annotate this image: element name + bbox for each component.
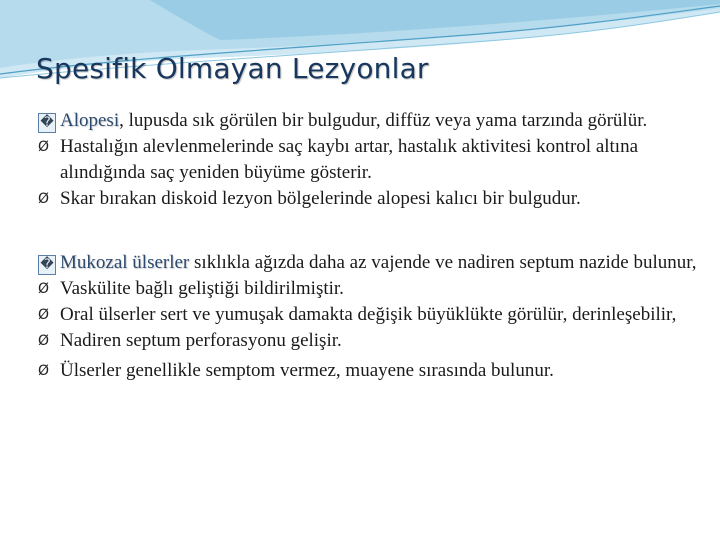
arrow-bullet-icon: Ø: [38, 363, 50, 379]
highlight-term: Mukozal ülserler: [60, 252, 190, 273]
sub-bullet: [38, 358, 708, 384]
bullet-text: Oral ülserler sert ve yumuşak damakta değişik büyüklükte görülür, derinleşebilir,: [60, 304, 677, 325]
sub-bullet: [38, 134, 708, 186]
square-bullet-icon: �: [38, 250, 60, 276]
bullet-text: Nadiren septum perforasyonu gelişir.: [60, 330, 342, 351]
sub-bullet: [38, 186, 708, 212]
bullet-text: Ülserler genellikle semptom vermez, muayene sırasında bulunur.: [60, 360, 554, 381]
square-bullet-icon: �: [38, 108, 60, 134]
page-title: Spesifik Olmayan Lezyonlar: [36, 52, 429, 85]
sub-bullet: [38, 302, 708, 328]
bullet-alopesi: [38, 108, 708, 134]
bullet-text: sıklıkla ağızda daha az vajende ve nadiren septum nazide bulunur,: [189, 252, 697, 273]
highlight-term: Alopesi: [60, 110, 120, 131]
bullet-text: Skar bırakan diskoid lezyon bölgelerinde alopesi kalıcı bir bulgudur.: [60, 188, 581, 209]
bullet-text: Vaskülite bağlı geliştiği bildirilmiştir.: [60, 278, 344, 299]
arrow-bullet-icon: Ø: [38, 191, 50, 207]
bullet-mukozal: [38, 250, 708, 276]
content-body: [38, 108, 708, 384]
sub-bullet: [38, 276, 708, 302]
sub-bullet: [38, 328, 708, 354]
arrow-bullet-icon: Ø: [38, 139, 50, 155]
bullet-text: , lupusda sık görülen bir bulgudur, diffüz veya yama tarzında görülür.: [119, 110, 648, 131]
bullet-text: Hastalığın alevlenmelerinde saç kaybı artar, hastalık aktivitesi kontrol altına alındığında saç yeniden büyüme gösterir.: [60, 136, 639, 183]
arrow-bullet-icon: Ø: [38, 307, 50, 323]
arrow-bullet-icon: Ø: [38, 333, 50, 349]
arrow-bullet-icon: Ø: [38, 281, 50, 297]
